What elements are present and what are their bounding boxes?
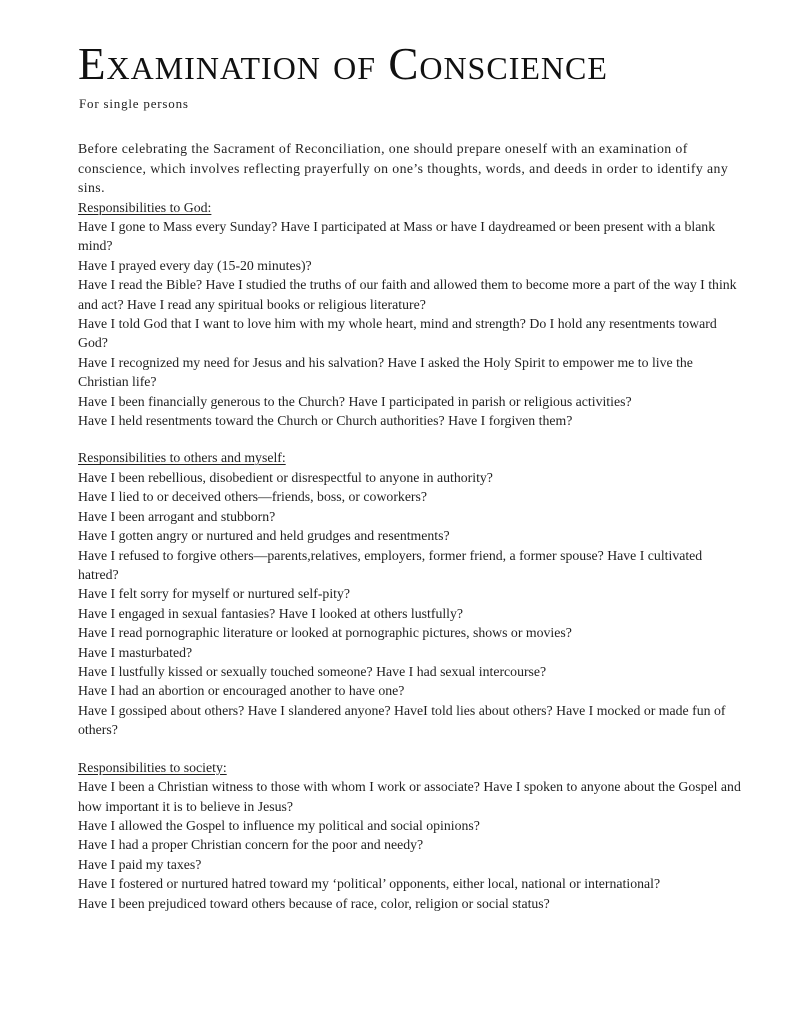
sections-container bbox=[78, 198, 746, 914]
question-line: Have I been prejudiced toward others because of race, color, religion or social status? bbox=[78, 895, 550, 911]
page-title: Examination of Conscience bbox=[78, 39, 608, 89]
question-line: Have I been financially generous to the Church? Have I participated in parish or religious activities? bbox=[78, 393, 632, 409]
question-line: Have I been a Christian witness to those with whom I work or associate? Have I spoken to anyone about the Gospel and how important it is to believe in Jesus? bbox=[78, 779, 741, 814]
question-line: Have I been rebellious, disobedient or disrespectful to anyone in authority? bbox=[78, 469, 493, 485]
section-heading: Responsibilities to God: bbox=[78, 199, 212, 215]
question-line: Have I been arrogant and stubborn? bbox=[78, 508, 276, 524]
section-others-and-myself bbox=[78, 448, 746, 739]
question-line: Have I paid my taxes? bbox=[78, 856, 202, 872]
section-heading: Responsibilities to society: bbox=[78, 759, 227, 775]
question-line: Have I allowed the Gospel to influence my political and social opinions? bbox=[78, 817, 480, 833]
question-line: Have I lied to or deceived others—friends, boss, or coworkers? bbox=[78, 489, 428, 505]
page-subtitle: For single persons bbox=[79, 96, 189, 111]
question-line: Have I gotten angry or nurtured and held grudges and resentments? bbox=[78, 528, 450, 544]
question-line: Have I told God that I want to love him with my whole heart, mind and strength? Do I hold any resentments toward God? bbox=[78, 316, 717, 351]
question-line: Have I gossiped about others? Have I slandered anyone? HaveI told lies about others? Have I mocked or made fun of others? bbox=[78, 702, 726, 738]
question-line: Have I lustfully kissed or sexually touched someone? Have I had sexual intercourse? bbox=[78, 664, 547, 680]
question-line: Have I read the Bible? Have I studied the truths of our faith and allowed them to become more a part of the way I think and act? Have I read any spiritual books or religious literature? bbox=[78, 277, 737, 312]
question-line: Have I refused to forgive others—parents,relatives, employers, former friend, a former spouse? Have I cultivated hatred? bbox=[78, 547, 703, 582]
section-society bbox=[78, 758, 746, 913]
question-line: Have I felt sorry for myself or nurtured self-pity? bbox=[78, 586, 351, 602]
question-line: Have I prayed every day (15-20 minutes)? bbox=[78, 257, 312, 273]
question-line: Have I had a proper Christian concern for the poor and needy? bbox=[78, 837, 424, 853]
question-line: Have I engaged in sexual fantasies? Have I looked at others lustfully? bbox=[78, 605, 464, 621]
question-line: Have I read pornographic literature or looked at pornographic pictures, shows or movies? bbox=[78, 625, 572, 641]
question-line: Have I had an abortion or encouraged another to have one? bbox=[78, 683, 405, 699]
question-line: Have I fostered or nurtured hatred toward my ‘political’ opponents, either local, national or international? bbox=[78, 876, 661, 892]
question-line: Have I held resentments toward the Church or Church authorities? Have I forgiven them? bbox=[78, 413, 573, 429]
question-line: Have I masturbated? bbox=[78, 644, 193, 660]
intro-paragraph: Before celebrating the Sacrament of Reconciliation, one should prepare oneself with an examination of conscience, which involves reflecting prayerfully on one’s thoughts, words, and deeds in order to identify any sins. bbox=[78, 141, 729, 195]
section-heading: Responsibilities to others and myself: bbox=[78, 450, 286, 466]
question-line: Have I recognized my need for Jesus and his salvation? Have I asked the Holy Spirit to empower me to live the Christian life? bbox=[78, 354, 693, 390]
section-god bbox=[78, 198, 746, 431]
question-line: Have I gone to Mass every Sunday? Have I participated at Mass or have I daydreamed or been present with a blank mind? bbox=[78, 219, 716, 254]
